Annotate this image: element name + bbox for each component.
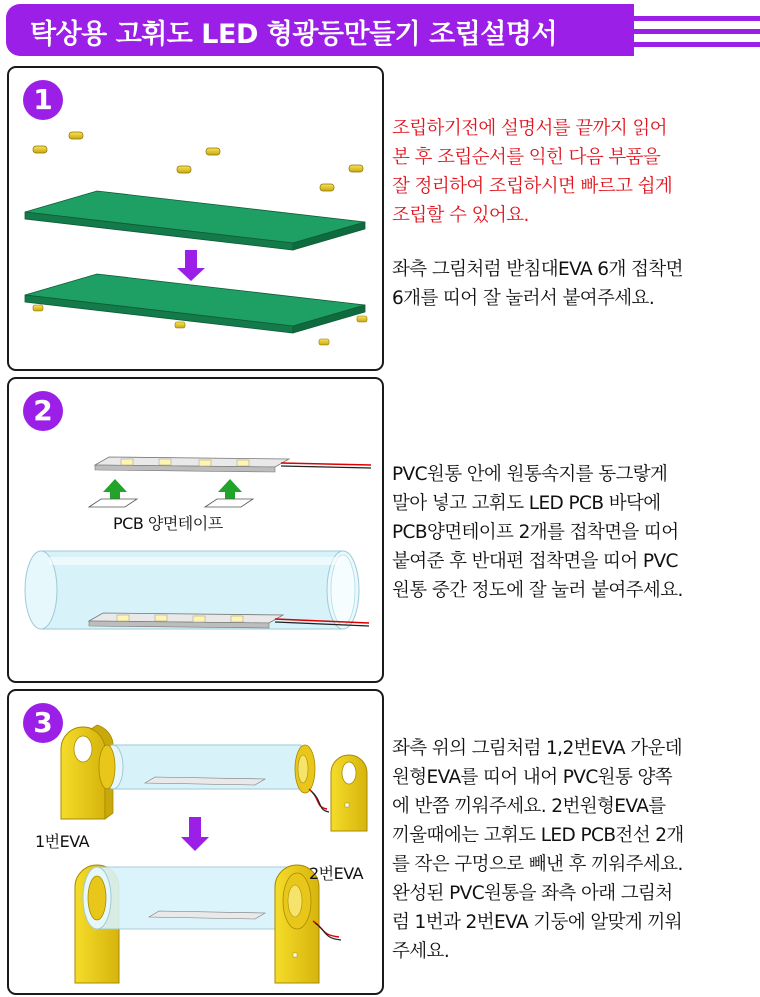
led-pcb-strip <box>95 457 371 472</box>
eva-2-label: 2번EVA <box>309 864 364 883</box>
pcb-assembly-illustration <box>9 68 382 369</box>
step-3-instruction-text: 좌측 위의 그림처럼 1,2번EVA 가운데 원형EVA를 띠어 내어 PVC원통 양쪽 에 반쯤 끼워주세요. 2번원형EVA를 끼울때에는 고휘도 LED PCB전선 2개 를 작은 구멍으로 빼낸 후 끼워주세요. 완성된 PVC원통을 좌측 아래 그림처 럼 1번과 2번EVA 기둥에 알맞게 끼워 주세요. <box>392 738 684 962</box>
down-arrow-icon <box>177 250 205 281</box>
step-3-badge: 3 <box>23 703 63 743</box>
eva-pad <box>206 148 220 155</box>
pcb-tape-label: PCB 양면테이프 <box>113 514 223 533</box>
eva-pad <box>33 305 43 311</box>
eva-pad <box>349 165 363 172</box>
pcb-board <box>25 191 365 250</box>
step-1-figure-panel <box>7 66 384 371</box>
round-eva-cap <box>295 745 315 793</box>
eva-pad <box>69 132 83 139</box>
eva-stand-2 <box>331 755 367 831</box>
pcb-board <box>25 274 365 333</box>
eva-pad <box>319 339 329 345</box>
title-stripe <box>634 42 760 47</box>
title-stripe <box>634 29 760 34</box>
eva-pad <box>320 184 334 191</box>
step-2-instruction-text: PVC원통 안에 원통속지를 동그랗게 말아 넣고 고휘도 LED PCB 바닥에 PCB양면테이프 2개를 접착면을 띠어 붙여준 후 반대편 접착면을 띠어 PVC 원통 중간 정도에 잘 눌러 붙여주세요. <box>392 464 683 601</box>
eva-pad <box>33 146 47 153</box>
eva-pad <box>177 166 191 173</box>
step-1-warning-text: 조립하기전에 설명서를 끝까지 읽어 본 후 조립순서를 익힌 다음 부품을 잘 정리하여 조립하시면 빠르고 쉽게 조립할 수 있어요. <box>392 118 673 226</box>
step-2-figure-panel <box>7 377 384 683</box>
double-sided-tape <box>89 499 137 507</box>
round-eva-cap <box>99 745 115 789</box>
step-2-badge: 2 <box>23 391 63 431</box>
pvc-tube <box>103 745 301 789</box>
step-1-instruction-text: 좌측 그림처럼 받침대EVA 6개 접착면 6개를 띠어 잘 눌러서 붙여주세요. <box>392 259 683 309</box>
page-title: 탁상용 고휘도 LED 형광등만들기 조립설명서 <box>30 19 558 50</box>
step-1-badge: 1 <box>23 80 63 120</box>
down-arrow-icon <box>181 817 209 851</box>
eva-pad <box>357 316 367 322</box>
double-sided-tape <box>205 499 253 507</box>
title-bar <box>6 4 634 56</box>
step-3-figure-panel <box>7 689 384 995</box>
title-stripe <box>634 16 760 21</box>
eva-1-label: 1번EVA <box>35 832 90 851</box>
assembled-lamp <box>75 865 341 983</box>
eva-pad <box>175 322 185 328</box>
